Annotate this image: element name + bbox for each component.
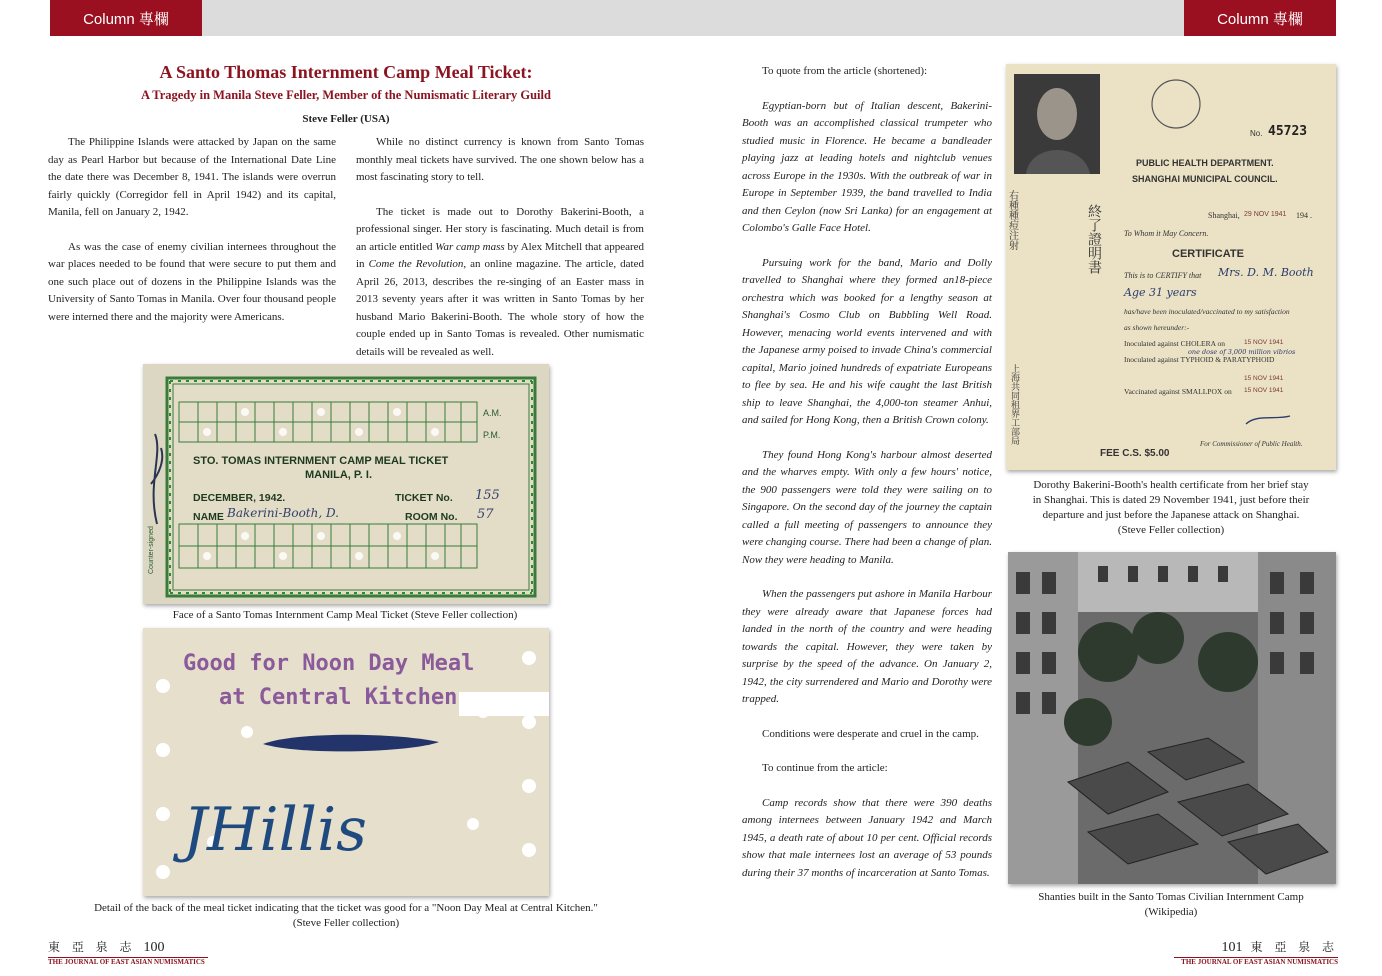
right-text-column	[742, 63, 992, 899]
cert-fee: FEE C.S. $5.00	[1100, 448, 1170, 459]
countersigned-label: Counter-signed	[148, 526, 155, 574]
health-certificate-image	[1006, 64, 1336, 470]
caption-certificate-line2: in Shanghai. This is dated 29 November 1941, just before their	[1032, 494, 1310, 506]
caption-certificate-line3: departure and just before the Japanese attack on Shanghai.	[1042, 509, 1300, 521]
quote-paragraph-3: They found Hong Kong's harbour almost deserted and the wharves empty. With only a few hours' notice, the 900 passengers were told they were sailing on to Singapore. On the second day of the journey the captain called a full meeting of passengers to announce they were changing course. There had been a change of plan. Now they were heading to Manila.	[742, 448, 992, 566]
caption-ticket-front: Face of a Santo Tomas Internment Camp Meal Ticket (Steve Feller collection)	[172, 609, 518, 621]
ticket-no-value: 155	[475, 488, 500, 503]
caption-ticket-back	[48, 901, 644, 931]
cert-cjk-col-3: 上海共同租界工部局	[1009, 364, 1019, 445]
footer-left-journal: THE JOURNAL OF EAST ASIAN NUMISMATICS	[48, 958, 205, 966]
caption-camp-line2: (Wikipedia)	[1144, 906, 1198, 918]
footer-left	[48, 938, 208, 966]
page-number-right: 101	[1221, 940, 1243, 955]
cert-inoc-typhoid: Inoculated against TYPHOID & PARATYPHOID	[1124, 355, 1275, 364]
cert-sign-for: For Commissioner of Public Health.	[1200, 440, 1303, 448]
ticket-room-value: 57	[477, 507, 494, 522]
left-paragraph-2: As was the case of enemy civilian internees throughout the war places needed to be found that were secure to put them and one such place out of dozens in the Philippine Islands was the University of Santo Tomas in Manila. Over four thousand people were interned there and the majority were Americans.	[48, 240, 336, 323]
meal-ticket-back-image	[143, 628, 549, 896]
text-run: The ticket is made out to Dorothy Bakerini-Booth, a professional singer. Her story is fascinating. Much detail is from an article entitled	[356, 205, 644, 253]
caption-ticket-back-line2: (Steve Feller collection)	[292, 917, 400, 929]
quote-paragraph-2: Pursuing work for the band, Mario and Dolly travelled to Shanghai where they formed an18-piece orchestra which was booked for a lengthy season at Shanghai's Cosmo Club on Bubbling Well Road. However, menacing world events intervened and with the Japanese army poised to invade China's commercial capital, Mario joined hundreds of expatriate Europeans to flee by sea. He and his wife caught the last British ship to leave Shanghai, the 4,000-ton steamer Anhui, and sailed for Hong Kong, then a British Crown colony.	[742, 256, 992, 426]
cert-stamp-2: 15 NOV 1941	[1244, 375, 1284, 382]
signature-scrawl	[151, 434, 162, 524]
footer-right-chinese: 東 亞 泉 志	[1250, 940, 1338, 954]
ticket-name-label: NAME	[193, 511, 224, 523]
caption-certificate-line4: (Steve Feller collection)	[1117, 524, 1225, 536]
pm-label: P.M.	[483, 430, 501, 440]
article-ref-title: War camp mass	[435, 240, 505, 253]
ticket-name-value: Bakerini-Booth, D.	[227, 506, 339, 520]
cert-certify: This is to CERTIFY that	[1124, 271, 1202, 280]
internment-camp-drawing	[1008, 552, 1336, 884]
page-number-left: 100	[143, 940, 165, 955]
cert-stamp-1: 15 NOV 1941	[1244, 339, 1284, 346]
back-signature: JHillis	[183, 795, 367, 865]
back-stamp-line2: at Central Kitchen	[219, 685, 458, 710]
author-line: Steve Feller (USA)	[302, 113, 390, 125]
text-run: , an online magazine. The article, dated April 26, 2013, describes the re-singing of an Easter mass in 2013 seventy years after it was written in Santo Tomas by her husband Mario Bakerini-Booth. The whole story of how the couple ended up in Santo Tomas is revealed. Other numismatic details will be revealed as well.	[356, 258, 644, 358]
ticket-room-label: ROOM No.	[405, 511, 458, 523]
health-certificate-drawing	[1006, 64, 1336, 470]
cert-as-shown: as shown hereunder:-	[1124, 323, 1190, 332]
am-label: A.M.	[483, 408, 502, 418]
caption-certificate-line1: Dorothy Bakerini-Booth's health certificate from her brief stay	[1033, 479, 1309, 491]
middle-column	[356, 134, 644, 378]
article-subtitle: A Tragedy in Manila Steve Feller, Member of the Numismatic Literary Guild	[141, 88, 551, 102]
ticket-month: DECEMBER, 1942.	[193, 492, 286, 504]
article-title: A Santo Thomas Internment Camp Meal Ticket:	[159, 62, 533, 82]
meal-ticket-back-drawing	[143, 628, 549, 896]
column-badge-left: Column 專欄	[50, 0, 202, 36]
cert-place: Shanghai,	[1208, 211, 1240, 220]
footer-left-chinese: 東 亞 泉 志	[48, 940, 136, 954]
cert-name-2: Age 31 years	[1124, 286, 1197, 299]
caption-camp-photo	[1006, 890, 1336, 920]
footer-right-journal: THE JOURNAL OF EAST ASIAN NUMISMATICS	[1181, 958, 1338, 966]
quote-paragraph-4: When the passengers put ashore in Manila Harbour they were already aware that Japanese forces had landed in the north of the country and were heading towards the capital. However, they were taken by surprise by the speed of the advance. On January 2, 1942, the city surrendered and Mario and Dorothy were trapped.	[742, 588, 992, 705]
cert-inoc-note: one dose of 3,000 million vibrios	[1188, 348, 1296, 356]
quote-intro: To quote from the article (shortened):	[762, 65, 928, 77]
quote-paragraph-5: Camp records show that there were 390 deaths among internees between January 1942 and March 1945, a death rate of about 10 per cent. Official records show that male internees lost an average of 53 pounds during their 37 months of incarceration at Santo Tomas.	[742, 796, 992, 879]
cert-has-been: has/have been inoculated/vaccinated to my satisfaction	[1124, 307, 1290, 316]
left-column	[48, 134, 336, 343]
caption-ticket-back-line1: Detail of the back of the meal ticket indicating that the ticket was good for a "Noon Day Meal at Central Kitchen."	[94, 902, 598, 914]
internment-camp-photo	[1008, 552, 1336, 884]
continue-paragraph: To continue from the article:	[762, 762, 888, 774]
column-badge-right: Column 專欄	[1184, 0, 1336, 36]
meal-ticket-front-drawing	[143, 364, 549, 604]
caption-certificate	[1006, 478, 1336, 538]
cert-year-suffix: 194 .	[1296, 211, 1312, 220]
footer-right	[1174, 938, 1338, 966]
cert-council: SHANGHAI MUNICIPAL COUNCIL.	[1132, 174, 1278, 184]
quote-paragraph-1: Egyptian-born but of Italian descent, Bakerini-Booth was an accomplished classical trumpeter who studied music in Florence. He became a bandleader playing jazz at leading hotels and nightclub venues across Europe in the 1930s. With the outbreak of war in Europe in September 1939, the band travelled to India and then Ceylon (now Sri Lanka) for an engagement at Colombo's Galle Face Hotel.	[742, 99, 992, 234]
cert-date-stamp: 29 NOV 1941	[1244, 211, 1287, 218]
meal-ticket-front-image	[143, 364, 549, 604]
cert-number: 45723	[1268, 124, 1308, 139]
cert-cjk-col-2: 終了證明書	[1086, 204, 1102, 274]
cert-name: Mrs. D. M. Booth	[1218, 266, 1314, 279]
cert-stamp-3: 15 NOV 1941	[1244, 387, 1284, 394]
middle-paragraph-1: While no distinct currency is known from Santo Tomas monthly meal tickets have survived. The one shown below has a most fascinating story to tell.	[356, 136, 644, 183]
text-run: by Alex Mitchell that appeared in	[356, 240, 645, 270]
cert-cjk-col-1: 右種種痘注射	[1006, 190, 1018, 250]
ticket-city: MANILA, P. I.	[305, 469, 373, 481]
cert-to-whom: To Whom it May Concern.	[1124, 229, 1209, 238]
ticket-no-label: TICKET No.	[395, 492, 453, 504]
conditions-paragraph: Conditions were desperate and cruel in the camp.	[762, 727, 979, 740]
magazine-ref-title: Come the Revolution	[368, 258, 464, 270]
middle-paragraph-2	[356, 204, 644, 362]
caption-camp-line1: Shanties built in the Santo Tomas Civilian Internment Camp	[1038, 891, 1304, 903]
cert-heading: CERTIFICATE	[1172, 248, 1244, 260]
cert-dept: PUBLIC HEALTH DEPARTMENT.	[1136, 158, 1274, 168]
cert-no-label: No.	[1250, 129, 1263, 138]
cert-inoc-cholera: Inoculated against CHOLERA on	[1124, 339, 1226, 348]
ticket-title: STO. TOMAS INTERNMENT CAMP MEAL TICKET	[193, 455, 449, 467]
back-stamp-line1: Good for Noon Day Meal	[183, 651, 475, 676]
left-paragraph-1: The Philippine Islands were attacked by Japan on the same day as Pearl Harbor but because of the International Date Line the date there was December 8, 1941. The islands were overrun fairly quickly (Corregidor fell in April 1942) and its capital, Manila, fell on January 2, 1942.	[48, 136, 336, 218]
cert-vacc: Vaccinated against SMALLPOX on	[1124, 387, 1232, 396]
